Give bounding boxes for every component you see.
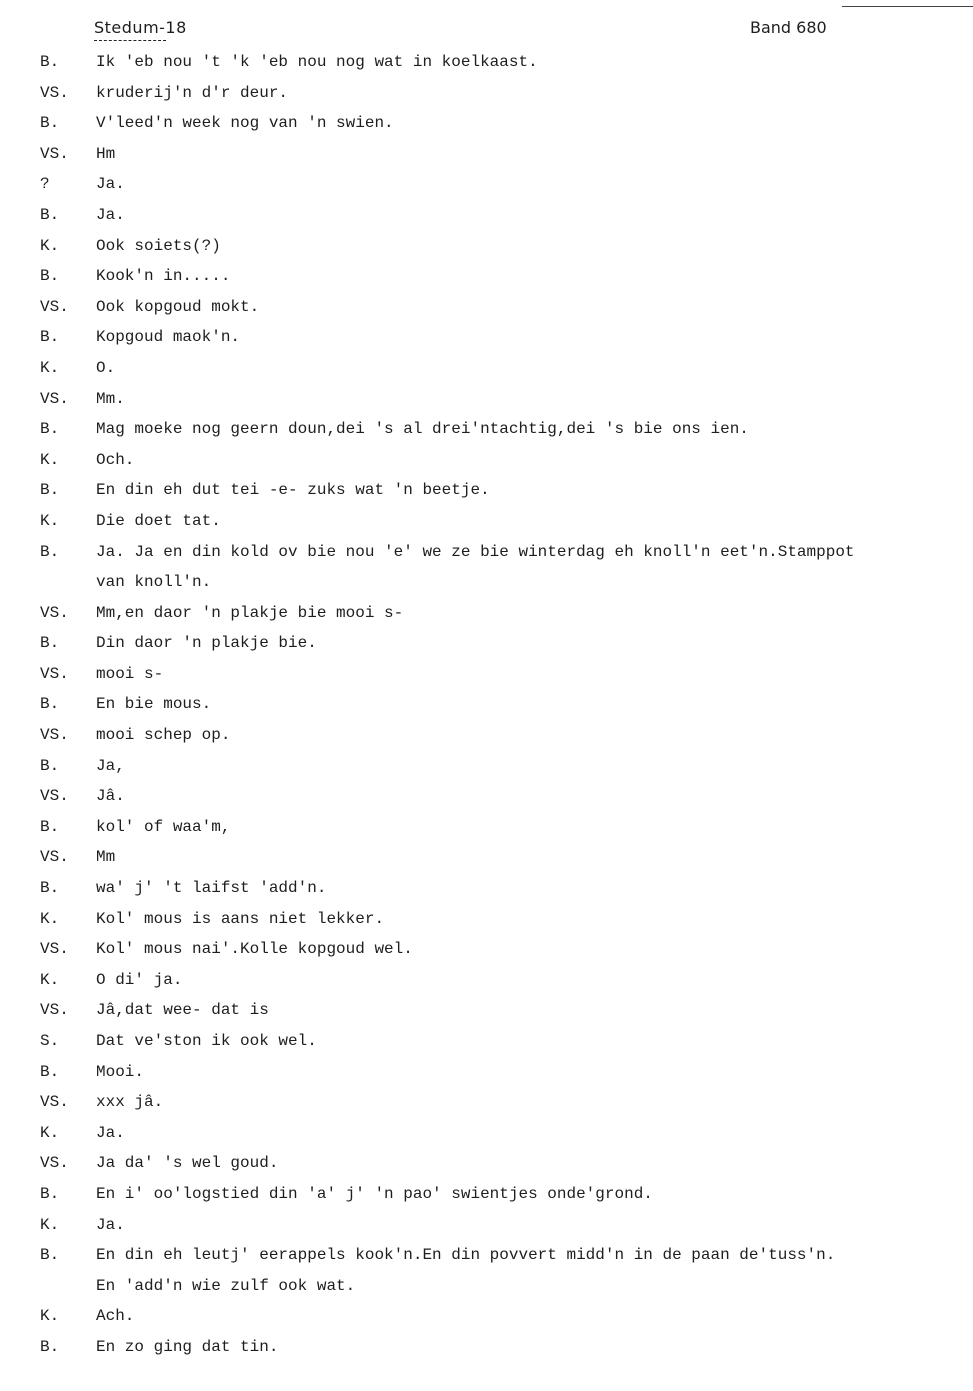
utterance-text: kruderij'n d'r deur. [96,83,289,102]
utterance-text: xxx jâ. [96,1093,164,1112]
speaker-label: VS. [40,787,69,806]
transcript-line [0,842,973,873]
speaker-label: B. [40,114,60,133]
transcript-line [0,720,973,751]
transcript-line [0,751,973,782]
utterance-text: Ja, [96,756,125,775]
transcript-line [0,1210,973,1241]
speaker-label: VS. [40,1001,69,1020]
transcript-line [0,169,973,200]
transcript-line [0,78,973,109]
header-title: Stedum-18 [94,18,187,37]
utterance-text: Ik 'eb nou 't 'k 'eb nou nog wat in koelkaast. [96,53,538,71]
speaker-label: VS. [40,848,69,867]
utterance-text: Die doet tat. [96,511,221,530]
utterance-text: Ook kopgoud mokt. [96,297,260,316]
speaker-label: B. [40,267,60,286]
speaker-label: VS. [40,297,69,316]
utterance-text: Hm [96,144,116,163]
speaker-label: K. [40,450,60,469]
speaker-label: B. [40,1184,60,1203]
transcript-line [0,1301,973,1332]
transcript-line [0,1057,973,1088]
utterance-text: En din eh dut tei -e- zuks wat 'n beetje. [96,481,490,500]
page-header-right: Band 680 [750,18,827,37]
transcript-line [0,995,973,1026]
speaker-label: B. [40,481,60,500]
transcript-line [0,384,973,415]
utterance-text: wa' j' 't laifst 'add'n. [96,879,327,898]
utterance-text: Jâ,dat wee- dat is [96,1001,269,1020]
transcript-line [0,47,973,78]
utterance-text: Ja. Ja en din kold ov bie nou 'e' we ze bie winterdag eh knoll'n eet'n.Stamppot [96,542,855,561]
utterance-text: En bie mous. [96,695,212,714]
speaker-label: K. [40,511,60,530]
utterance-text: En zo ging dat tin. [96,1337,279,1356]
speaker-label: B. [40,328,60,347]
utterance-text: Kook'n in..... [96,267,231,286]
utterance-text: Ach. [96,1307,135,1326]
speaker-label: VS. [40,603,69,622]
page-header-left [94,18,187,37]
speaker-label: B. [40,1062,60,1081]
transcript-lines [0,47,973,1363]
transcript-line [0,873,973,904]
transcript-line [0,1148,973,1179]
transcript-line [0,1240,973,1271]
speaker-label: B. [40,1246,60,1265]
speaker-label: S. [40,1032,60,1050]
utterance-text: Din daor 'n plakje bie. [96,634,317,653]
transcript-line [0,200,973,231]
speaker-label: VS. [40,726,69,745]
utterance-text: Mooi. [96,1062,145,1081]
utterance-text: Ja. [96,205,125,224]
utterance-text: Ook soiets(?) [96,236,221,255]
transcript-line [0,231,973,262]
speaker-label: B. [40,817,60,836]
transcript-line [0,689,973,720]
top-rule [842,6,973,7]
transcript-line [0,904,973,935]
speaker-label: K. [40,909,60,928]
speaker-label: VS. [40,83,69,102]
speaker-label: ? [40,175,50,194]
transcript-line [0,322,973,353]
utterance-text: En i' oo'logstied din 'a' j' 'n pao' swientjes onde'grond. [96,1184,653,1203]
speaker-label: B. [40,634,60,653]
speaker-label: K. [40,236,60,255]
transcript-line [0,1087,973,1118]
header-underline [94,40,166,41]
utterance-text: Mm. [96,389,125,408]
utterance-text: Ja da' 's wel goud. [96,1154,279,1173]
speaker-label: K. [40,1307,60,1326]
utterance-text: En din eh leutj' eerappels kook'n.En din povvert midd'n in de paan de'tuss'n. [96,1246,836,1265]
utterance-text: mooi schep op. [96,726,231,745]
utterance-text: Och. [96,450,135,469]
utterance-text: Mag moeke nog geern doun,dei 's al drei'ntachtig,dei 's bie ons ien. [96,420,749,439]
speaker-label: VS. [40,1154,69,1173]
transcript-line [0,445,973,476]
speaker-label: K. [40,970,60,989]
transcript-line [0,659,973,690]
speaker-label: B. [40,879,60,898]
utterance-text: V'leed'n week nog van 'n swien. [96,114,394,133]
utterance-text: En 'add'n wie zulf ook wat. [96,1276,356,1295]
utterance-text: Ja. [96,1123,125,1142]
utterance-text: Kol' mous nai'.Kolle kopgoud wel. [96,940,413,959]
utterance-text: O di' ja. [96,970,183,989]
transcript-line [0,781,973,812]
speaker-label: B. [40,53,60,71]
utterance-text: Jâ. [96,787,125,806]
transcript-line [0,261,973,292]
speaker-label: B. [40,542,60,561]
transcript-line [0,292,973,323]
utterance-text: Kopgoud maok'n. [96,328,241,347]
speaker-label: VS. [40,664,69,683]
transcript-line [0,506,973,537]
transcript-line [0,139,973,170]
utterance-text: mooi s- [96,664,164,683]
transcript-line [0,628,973,659]
speaker-label: VS. [40,1093,69,1112]
speaker-label: K. [40,1123,60,1142]
transcript-line [0,1179,973,1210]
speaker-label: K. [40,1215,60,1234]
utterance-text: kol' of waa'm, [96,817,231,836]
utterance-text: Mm,en daor 'n plakje bie mooi s- [96,603,404,622]
utterance-text: Mm [96,848,116,867]
speaker-label: K. [40,358,60,377]
transcript-line [0,537,973,568]
speaker-label: VS. [40,940,69,959]
speaker-label: VS. [40,144,69,163]
utterance-text: van knoll'n. [96,573,212,592]
utterance-text: Ja. [96,1215,125,1234]
speaker-label: VS. [40,389,69,408]
utterance-text: Dat ve'ston ik ook wel. [96,1032,317,1050]
transcript-line [0,414,973,445]
speaker-label: B. [40,695,60,714]
speaker-label: B. [40,420,60,439]
utterance-text: Ja. [96,175,125,194]
transcript-line [0,1271,973,1302]
transcript-line [0,1118,973,1149]
speaker-label: B. [40,205,60,224]
transcript-line [0,965,973,996]
utterance-text: O. [96,358,116,377]
transcript-line [0,475,973,506]
transcript-line [0,812,973,843]
transcript-line [0,567,973,598]
speaker-label: B. [40,1337,60,1356]
transcript-line [0,934,973,965]
transcript-line [0,353,973,384]
utterance-text: Kol' mous is aans niet lekker. [96,909,385,928]
transcript-line [0,1332,973,1363]
transcript-line [0,108,973,139]
speaker-label: B. [40,756,60,775]
transcript-line [0,1026,973,1057]
transcript-line [0,598,973,629]
